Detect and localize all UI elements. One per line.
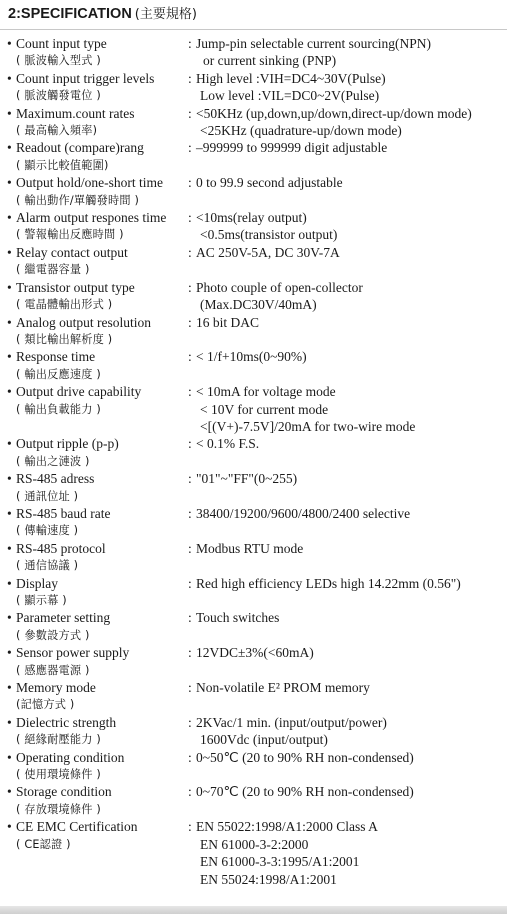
colon-separator: : xyxy=(188,540,192,556)
heading-divider xyxy=(0,29,507,30)
spec-label: Relay contact output xyxy=(16,244,128,260)
spec-row xyxy=(8,679,503,714)
spec-value-group xyxy=(188,105,503,140)
bullet-icon: • xyxy=(7,36,12,51)
colon-separator: : xyxy=(188,279,192,295)
colon-separator: : xyxy=(188,105,192,121)
spec-value: 12VDC±3%(<60mA) xyxy=(196,645,314,661)
spec-value-lines xyxy=(196,314,503,331)
spec-value-lines xyxy=(196,540,503,557)
spec-label-group xyxy=(8,244,188,279)
spec-value-group xyxy=(188,35,503,70)
spec-row xyxy=(8,139,503,174)
spec-label-group xyxy=(8,35,188,70)
spec-value: 2KVac/1 min. (input/output/power) xyxy=(196,714,387,730)
spec-label: Output ripple (p-p) xyxy=(16,436,119,452)
spec-value: EN 61000-3-2:2000 xyxy=(200,836,309,852)
spec-label-zh: ( 警報輸出反應時間 ) xyxy=(16,228,124,242)
spec-row xyxy=(8,279,503,314)
colon-separator: : xyxy=(188,175,192,191)
spec-row xyxy=(8,540,503,575)
spec-label: Display xyxy=(16,575,58,591)
spec-label-group xyxy=(8,70,188,105)
spec-label-zh: ( 使用環境條件 ) xyxy=(16,768,101,782)
spec-value-group xyxy=(188,540,503,557)
spec-label: Storage condition xyxy=(16,784,112,800)
spec-label-group xyxy=(8,279,188,314)
spec-value: –999999 to 999999 digit adjustable xyxy=(196,140,388,156)
spec-row xyxy=(8,435,503,470)
colon-separator: : xyxy=(188,384,192,400)
spec-value: Non-volatile E² PROM memory xyxy=(196,680,370,696)
spec-label: Maximum.count rates xyxy=(16,105,135,121)
spec-row xyxy=(8,505,503,540)
spec-value-group xyxy=(188,174,503,191)
spec-label: Alarm output respones time xyxy=(16,210,167,226)
spec-label-zh: ( 顯示幕 ) xyxy=(16,594,67,607)
bullet-icon: • xyxy=(7,749,12,765)
spec-value-lines xyxy=(196,35,503,70)
spec-label: Output hold/one-short time xyxy=(16,175,163,191)
spec-value: <10ms(relay output) xyxy=(196,210,307,226)
spec-label-group xyxy=(8,470,188,505)
spec-label-zh: ( 輸出負載能力 ) xyxy=(16,402,101,416)
spec-value: 38400/19200/9600/4800/2400 selective xyxy=(196,505,411,521)
spec-row xyxy=(8,348,503,383)
spec-label-zh: (記憶方式 ) xyxy=(16,698,75,712)
spec-value: < 10V for current mode xyxy=(200,401,329,417)
spec-value-group xyxy=(188,348,503,365)
colon-separator: : xyxy=(188,471,192,487)
colon-separator: : xyxy=(188,314,192,330)
bullet-icon: • xyxy=(7,175,12,191)
spec-value-group xyxy=(188,314,503,331)
section-title: 2:SPECIFICATION xyxy=(8,6,132,22)
spec-value: 1600Vdc (input/output) xyxy=(200,732,328,748)
bullet-icon: • xyxy=(7,349,12,365)
colon-separator: : xyxy=(188,244,192,260)
spec-row xyxy=(8,644,503,679)
spec-row xyxy=(8,314,503,349)
colon-separator: : xyxy=(188,70,192,86)
colon-separator: : xyxy=(188,575,192,591)
spec-label-group xyxy=(8,575,188,610)
spec-label-group xyxy=(8,139,188,174)
spec-value-group xyxy=(188,383,503,435)
spec-value-group xyxy=(188,209,503,244)
bullet-icon: • xyxy=(7,784,12,800)
spec-label: RS-485 adress xyxy=(16,471,95,487)
bullet-icon: • xyxy=(7,575,12,591)
spec-value-group xyxy=(188,435,503,452)
spec-label-zh: ( 通訊位址 ) xyxy=(16,489,79,503)
spec-label-group xyxy=(8,783,188,818)
bullet-icon: • xyxy=(7,436,12,452)
spec-value: Red high efficiency LEDs high 14.22mm (0.56") xyxy=(196,575,461,591)
spec-row xyxy=(8,749,503,784)
spec-value-lines xyxy=(196,244,503,261)
spec-label: CE EMC Certification xyxy=(16,819,138,835)
spec-label: Output drive capability xyxy=(16,384,142,400)
bullet-icon: • xyxy=(7,384,12,400)
spec-value-lines xyxy=(196,749,503,766)
bullet-icon: • xyxy=(7,279,12,295)
spec-row xyxy=(8,105,503,140)
spec-value-group xyxy=(188,679,503,696)
spec-value: "01"~"FF"(0~255) xyxy=(196,471,298,487)
bullet-icon: • xyxy=(7,244,12,260)
spec-label: Readout (compare)rang xyxy=(16,140,144,156)
spec-label-group xyxy=(8,314,188,349)
spec-row xyxy=(8,70,503,105)
colon-separator: : xyxy=(188,784,192,800)
spec-value-lines xyxy=(196,644,503,661)
spec-value: <[(V+)-7.5V]/20mA for two-wire mode xyxy=(200,418,416,434)
spec-value-group xyxy=(188,244,503,261)
spec-row xyxy=(8,714,503,749)
spec-value-lines xyxy=(196,383,503,435)
bullet-icon: • xyxy=(7,210,12,226)
spec-value-group xyxy=(188,575,503,592)
spec-row xyxy=(8,470,503,505)
spec-value-group xyxy=(188,279,503,314)
spec-value: <0.5ms(transistor output) xyxy=(200,227,338,243)
spec-value: Touch switches xyxy=(196,610,280,626)
spec-value-lines xyxy=(196,609,503,626)
spec-value-lines xyxy=(196,279,503,314)
colon-separator: : xyxy=(188,680,192,696)
spec-label: Memory mode xyxy=(16,680,96,696)
spec-value-group xyxy=(188,749,503,766)
spec-value: < 0.1% F.S. xyxy=(196,436,260,452)
spec-label: Sensor power supply xyxy=(16,645,130,661)
spec-value-group xyxy=(188,505,503,522)
bullet-icon: • xyxy=(7,714,12,730)
spec-label: Dielectric strength xyxy=(16,714,117,730)
spec-row xyxy=(8,174,503,209)
spec-value: 16 bit DAC xyxy=(196,314,260,330)
spec-label-zh: ( 輸出之漣波 ) xyxy=(16,454,90,468)
bullet-icon: • xyxy=(7,540,12,556)
spec-value-lines xyxy=(196,818,503,888)
spec-value: AC 250V-5A, DC 30V-7A xyxy=(196,244,340,260)
spec-list xyxy=(8,35,503,888)
colon-separator: : xyxy=(188,36,192,51)
colon-separator: : xyxy=(188,749,192,765)
spec-label-zh: ( 脈波觸發電位 ) xyxy=(16,89,101,103)
spec-label-group xyxy=(8,383,188,418)
colon-separator: : xyxy=(188,210,192,226)
spec-label-zh: ( 類比輸出解析度 ) xyxy=(16,332,113,346)
bullet-icon: • xyxy=(7,819,12,835)
spec-value-lines xyxy=(196,679,503,696)
colon-separator: : xyxy=(188,714,192,730)
bottom-divider xyxy=(0,906,507,914)
spec-label-group xyxy=(8,505,188,540)
bullet-icon: • xyxy=(7,645,12,661)
spec-value-group xyxy=(188,818,503,888)
spec-label-zh: ( 通信協議 ) xyxy=(16,559,79,573)
spec-label-zh: ( 最高輸入頻率) xyxy=(16,124,98,138)
spec-value: EN 61000-3-3:1995/A1:2001 xyxy=(200,854,360,870)
bullet-icon: • xyxy=(7,610,12,626)
spec-value: EN 55022:1998/A1:2000 Class A xyxy=(196,819,378,835)
spec-label-zh: ( CE認證 ) xyxy=(16,837,71,851)
spec-label-zh: ( 顯示比較值範圍) xyxy=(16,158,109,172)
spec-row xyxy=(8,575,503,610)
spec-value-group xyxy=(188,139,503,156)
spec-label: Analog output resolution xyxy=(16,314,151,330)
spec-label-zh: ( 電晶體輸出形式 ) xyxy=(16,298,113,312)
spec-label-zh: ( 傳輸速度 ) xyxy=(16,524,79,538)
spec-label-zh: ( 輸出反應速度 ) xyxy=(16,367,101,381)
spec-value: <50KHz (up,down,up/down,direct-up/down mode) xyxy=(196,105,472,121)
spec-value: (Max.DC30V/40mA) xyxy=(200,297,317,313)
spec-value-lines xyxy=(196,174,503,191)
spec-value: Jump-pin selectable current sourcing(NPN) xyxy=(196,36,432,51)
spec-value-lines xyxy=(196,209,503,244)
colon-separator: : xyxy=(188,819,192,835)
spec-label-zh: ( 繼電器容量 ) xyxy=(16,263,90,277)
spec-label-group xyxy=(8,174,188,209)
spec-label: RS-485 protocol xyxy=(16,540,106,556)
colon-separator: : xyxy=(188,610,192,626)
bullet-icon: • xyxy=(7,140,12,156)
colon-separator: : xyxy=(188,505,192,521)
colon-separator: : xyxy=(188,645,192,661)
spec-value-group xyxy=(188,470,503,487)
section-heading xyxy=(8,3,197,25)
spec-value: or current sinking (PNP) xyxy=(203,53,337,69)
spec-value-lines xyxy=(196,505,503,522)
spec-row xyxy=(8,35,503,70)
colon-separator: : xyxy=(188,349,192,365)
spec-label-zh: ( 感應器電源 ) xyxy=(16,663,90,677)
spec-value: High level :VIH=DC4~30V(Pulse) xyxy=(196,70,386,86)
bullet-icon: • xyxy=(7,105,12,121)
colon-separator: : xyxy=(188,140,192,156)
spec-label-zh: ( 存放環境條件 ) xyxy=(16,802,101,816)
spec-value-group xyxy=(188,609,503,626)
spec-label: RS-485 baud rate xyxy=(16,505,111,521)
spec-row xyxy=(8,209,503,244)
spec-value-group xyxy=(188,783,503,800)
spec-value: 0~70℃ (20 to 90% RH non-condensed) xyxy=(196,784,414,800)
bullet-icon: • xyxy=(7,471,12,487)
colon-separator: : xyxy=(188,436,192,452)
spec-label-group xyxy=(8,609,188,644)
spec-row xyxy=(8,609,503,644)
spec-value-group xyxy=(188,644,503,661)
spec-label-zh: ( 參數設方式 ) xyxy=(16,628,90,642)
spec-label-group xyxy=(8,209,188,244)
spec-label-group xyxy=(8,348,188,383)
spec-row xyxy=(8,783,503,818)
spec-value-lines xyxy=(196,575,503,592)
spec-label-zh: ( 絕緣耐壓能力 ) xyxy=(16,733,101,747)
spec-value-group xyxy=(188,714,503,749)
spec-label: Count input type xyxy=(16,36,107,51)
spec-value-lines xyxy=(196,70,503,105)
spec-value: 0 to 99.9 second adjustable xyxy=(196,175,343,191)
spec-value-lines xyxy=(196,714,503,749)
spec-value: < 1/f+10ms(0~90%) xyxy=(196,349,307,365)
spec-row xyxy=(8,244,503,279)
spec-label: Operating condition xyxy=(16,749,125,765)
spec-value-lines xyxy=(196,435,503,452)
spec-value: Low level :VIL=DC0~2V(Pulse) xyxy=(200,88,380,104)
spec-value: EN 55024:1998/A1:2001 xyxy=(200,871,337,887)
spec-value: Photo couple of open-collector xyxy=(196,279,363,295)
section-title-zh: (主要規格) xyxy=(134,7,197,22)
spec-label: Count input trigger levels xyxy=(16,70,155,86)
spec-value: <25KHz (quadrature-up/down mode) xyxy=(200,123,402,139)
bullet-icon: • xyxy=(7,680,12,696)
spec-value: 0~50℃ (20 to 90% RH non-condensed) xyxy=(196,749,414,765)
spec-label-group xyxy=(8,644,188,679)
spec-row xyxy=(8,818,503,888)
spec-label-group xyxy=(8,714,188,749)
spec-value-lines xyxy=(196,139,503,156)
spec-label-zh: ( 脈波輸入型式 ) xyxy=(16,54,101,68)
spec-value: < 10mA for voltage mode xyxy=(196,384,336,400)
spec-row xyxy=(8,383,503,435)
spec-value-lines xyxy=(196,470,503,487)
spec-label-group xyxy=(8,435,188,470)
spec-value-lines xyxy=(196,783,503,800)
spec-label: Transistor output type xyxy=(16,279,135,295)
spec-value-group xyxy=(188,70,503,105)
spec-value: Modbus RTU mode xyxy=(196,540,304,556)
bullet-icon: • xyxy=(7,505,12,521)
spec-label-group xyxy=(8,749,188,784)
bullet-icon: • xyxy=(7,70,12,86)
spec-label-group xyxy=(8,679,188,714)
spec-label: Parameter setting xyxy=(16,610,111,626)
spec-value-lines xyxy=(196,105,503,140)
spec-value-lines xyxy=(196,348,503,365)
spec-label-group xyxy=(8,105,188,140)
spec-label-group xyxy=(8,540,188,575)
bullet-icon: • xyxy=(7,314,12,330)
spec-label-group xyxy=(8,818,188,853)
spec-label-zh: ( 輸出動作/單觸發時間 ) xyxy=(16,193,140,207)
spec-label: Response time xyxy=(16,349,96,365)
